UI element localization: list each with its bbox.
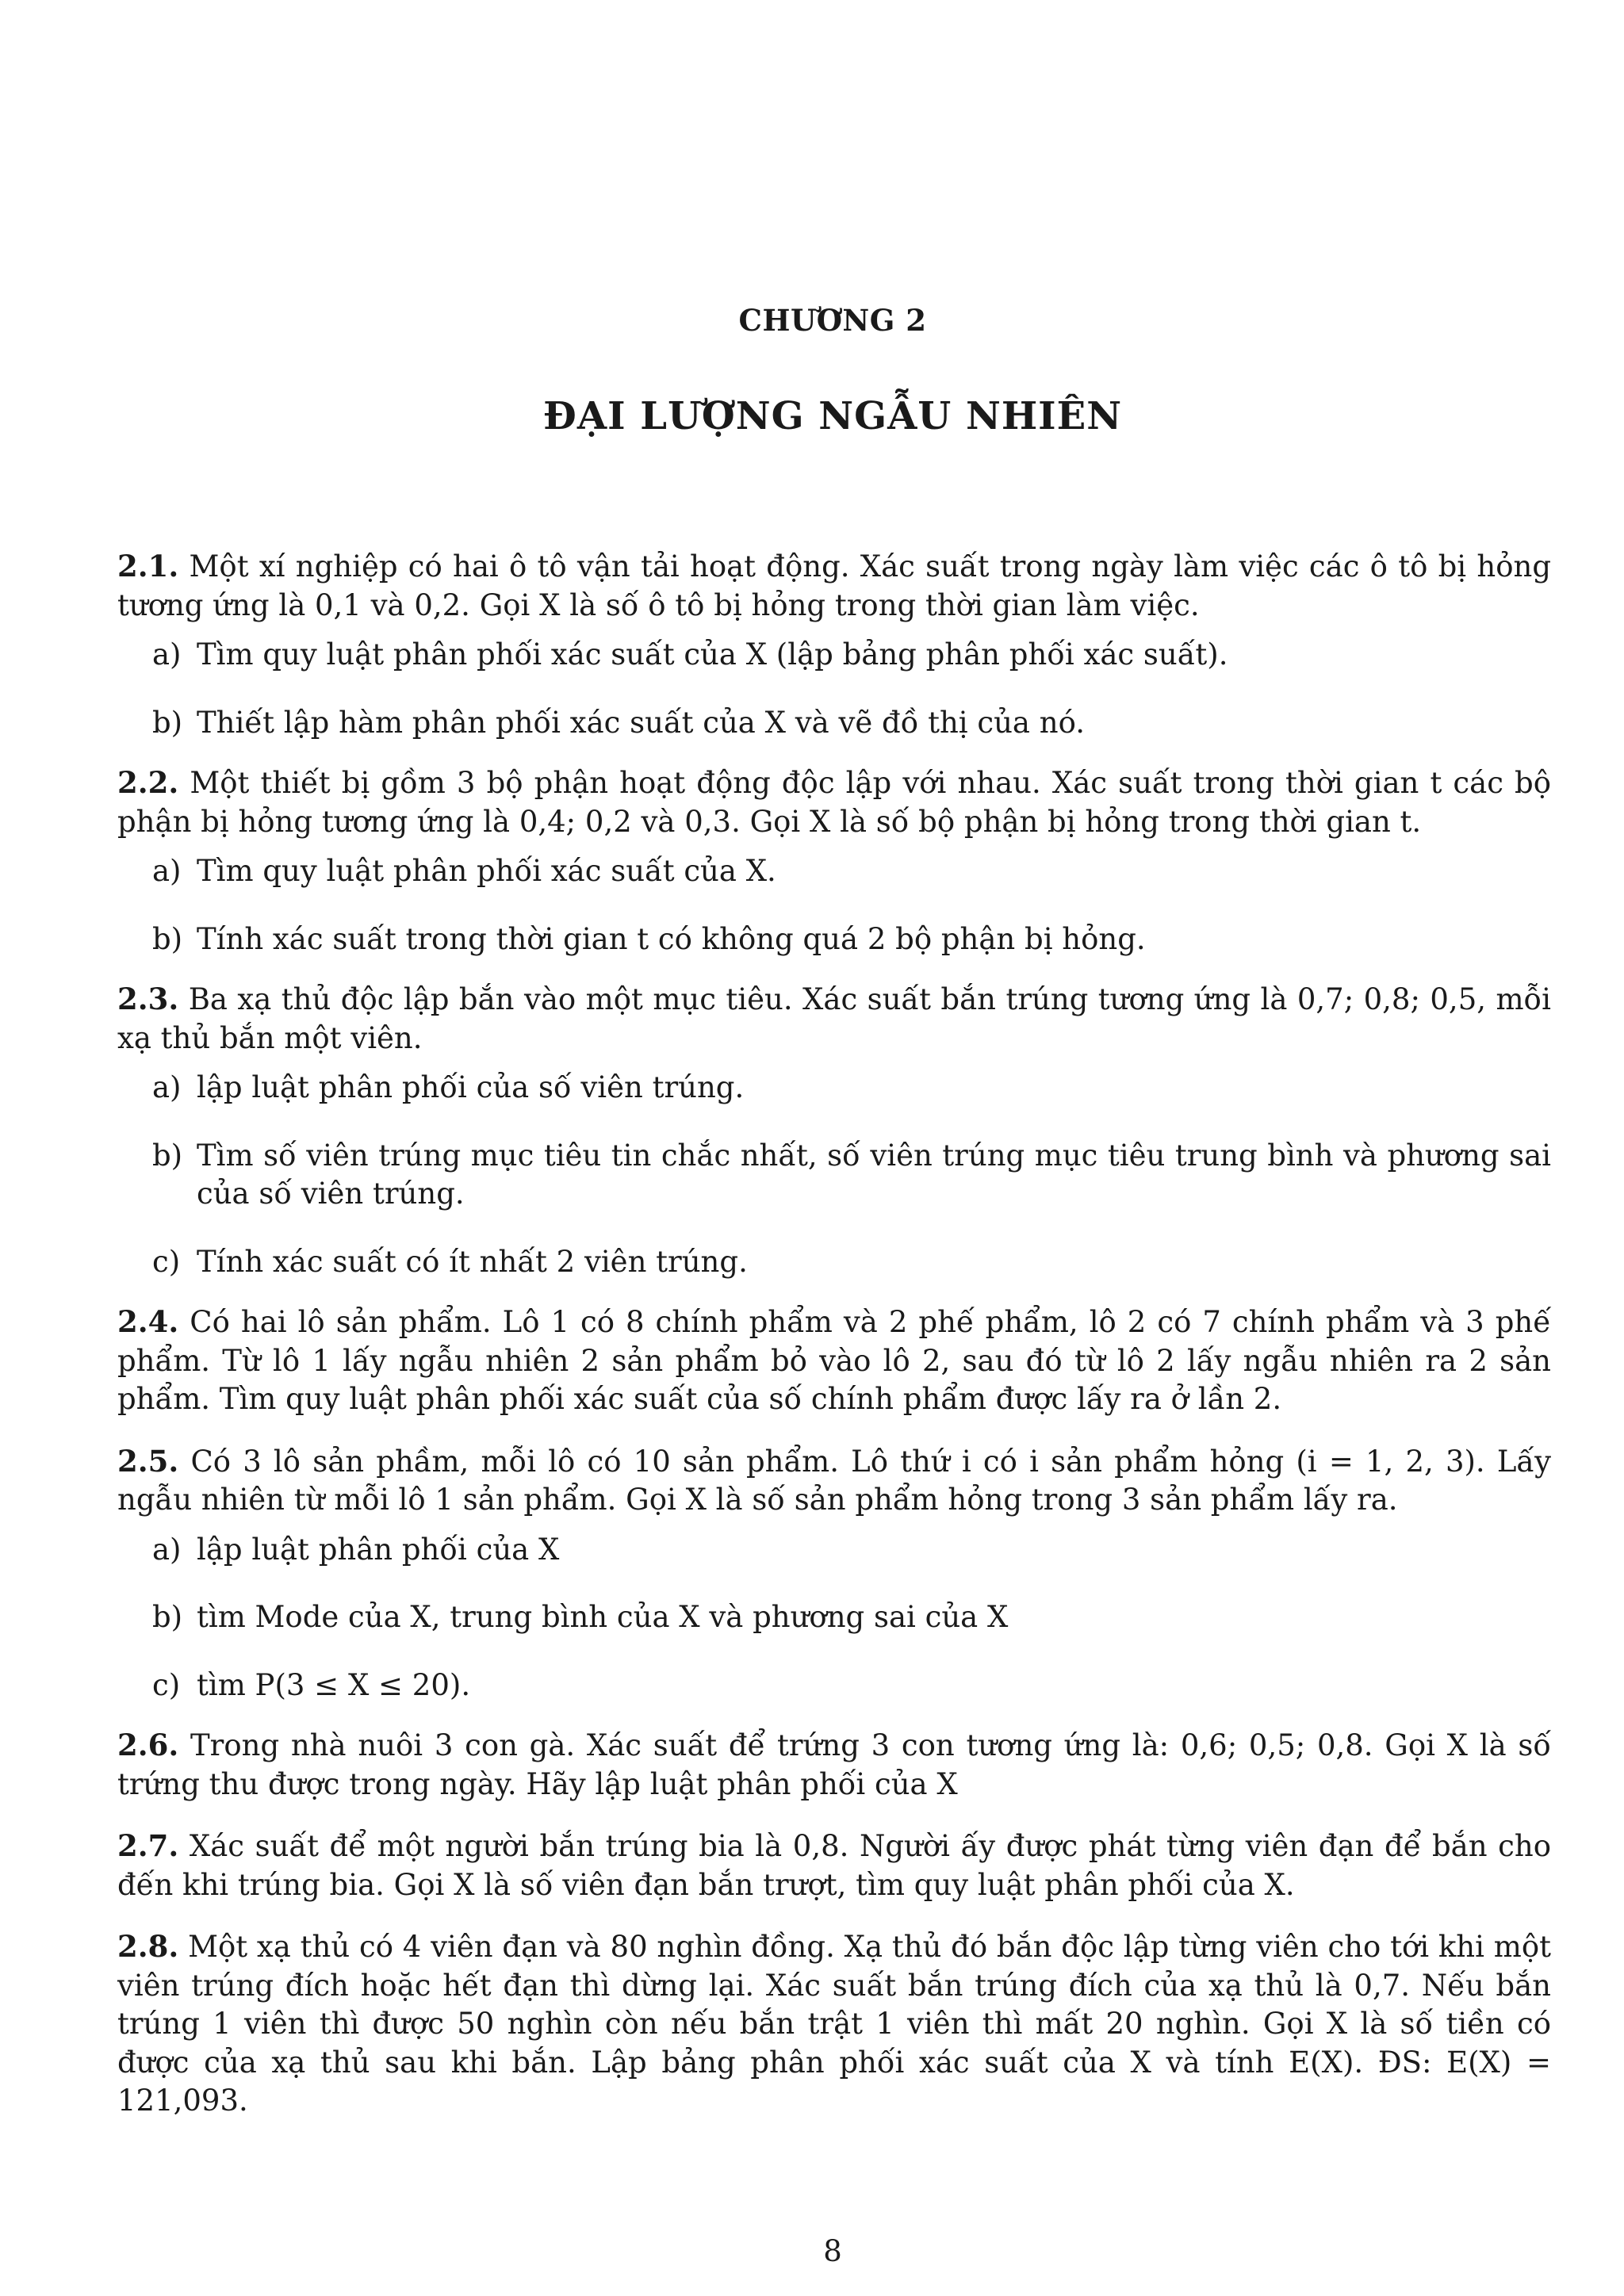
subquestion-text: Tính xác suất có ít nhất 2 viên trúng. bbox=[197, 1244, 748, 1279]
problem-number: 2.5. bbox=[117, 1443, 179, 1479]
subquestion-list bbox=[117, 636, 1551, 742]
chapter-heading: CHƯƠNG 2 bbox=[738, 303, 927, 338]
subquestion bbox=[117, 852, 1551, 891]
subquestion-list bbox=[117, 1531, 1551, 1705]
subquestion-mark: a) bbox=[152, 854, 182, 888]
subquestion bbox=[117, 704, 1551, 743]
subquestion bbox=[117, 1598, 1551, 1637]
problem-2-5 bbox=[117, 1442, 1551, 1520]
problem-text: Trong nhà nuôi 3 con gà. Xác suất để trứng 3 con tương ứng là: 0,6; 0,5; 0,8. Gọi X là số trứng thu được trong ngày. Hãy lập luật phân phối của X bbox=[117, 1728, 1551, 1801]
problem-2-4 bbox=[117, 1303, 1551, 1419]
problem-text: Ba xạ thủ độc lập bắn vào một mục tiêu. Xác suất bắn trúng tương ứng là 0,7; 0,8; 0,5, mỗi xạ thủ bắn một viên. bbox=[117, 982, 1551, 1055]
subquestion bbox=[117, 1667, 1551, 1705]
subquestion-list bbox=[117, 852, 1551, 959]
subquestion bbox=[117, 1069, 1551, 1108]
problem-number: 2.2. bbox=[117, 765, 179, 800]
problem-text: Một xí nghiệp có hai ô tô vận tải hoạt động. Xác suất trong ngày làm việc các ô tô bị hỏng tương ứng là 0,1 và 0,2. Gọi X là số ô tô bị hỏng trong thời gian làm việc. bbox=[117, 549, 1552, 622]
problem-number: 2.8. bbox=[117, 1929, 179, 1964]
subquestion bbox=[117, 636, 1551, 675]
chapter-title: ĐẠI LƯỢNG NGẪU NHIÊN bbox=[542, 394, 1123, 438]
problem-2-8 bbox=[117, 1927, 1551, 2121]
subquestion-text: lập luật phân phối của số viên trúng. bbox=[197, 1070, 745, 1104]
problem-2-7 bbox=[117, 1827, 1551, 1904]
problem-number: 2.4. bbox=[117, 1304, 179, 1339]
subquestion-mark: c) bbox=[152, 1244, 181, 1279]
subquestion-mark: b) bbox=[152, 1138, 183, 1173]
subquestion-text: Tính xác suất trong thời gian t có không quá 2 bộ phận bị hỏng. bbox=[197, 921, 1146, 956]
subquestion-text: Tìm quy luật phân phối xác suất của X (lập bảng phân phối xác suất). bbox=[197, 637, 1228, 672]
subquestion-mark: a) bbox=[152, 637, 182, 672]
problem-2-1 bbox=[117, 547, 1551, 625]
subquestion bbox=[117, 920, 1551, 959]
problem-text: Một thiết bị gồm 3 bộ phận hoạt động độc lập với nhau. Xác suất trong thời gian t các bộ phận bị hỏng tương ứng là 0,4; 0,2 và 0,3. Gọi X là số bộ phận bị hỏng trong thời gian t. bbox=[117, 766, 1551, 839]
problem-number: 2.1. bbox=[117, 549, 179, 584]
problem-text: Xác suất để một người bắn trúng bia là 0,8. Người ấy được phát từng viên đạn để bắn cho đến khi trúng bia. Gọi X là số viên đạn bắn trượt, tìm quy luật phân phối của X. bbox=[117, 1829, 1551, 1902]
subquestion-list bbox=[117, 1069, 1551, 1281]
subquestion-text: tìm Mode của X, trung bình của X và phương sai của X bbox=[197, 1600, 1009, 1634]
subquestion-mark: b) bbox=[152, 921, 183, 956]
subquestion-text: Tìm quy luật phân phối xác suất của X. bbox=[197, 854, 776, 888]
problem-text: Một xạ thủ có 4 viên đạn và 80 nghìn đồng. Xạ thủ đó bắn độc lập từng viên cho tới khi một viên trúng đích hoặc hết đạn thì dừng lại. Xác suất bắn trúng đích của xạ thủ là 0,7. Nếu bắn trúng 1 viên thì được 50 nghìn còn nếu bắn trật 1 viên thì mất 20 nghìn. Gọi X là số tiền có được của xạ thủ sau khi bắn. Lập bảng phân phối xác suất của X và tính E(X). ĐS: E(X) = 121,093. bbox=[117, 1930, 1551, 2118]
subquestion bbox=[117, 1137, 1551, 1214]
problem-2-3 bbox=[117, 980, 1551, 1058]
problem-number: 2.3. bbox=[117, 982, 179, 1016]
problem-number: 2.7. bbox=[117, 1828, 179, 1863]
subquestion-mark: a) bbox=[152, 1532, 182, 1567]
subquestion-text: Tìm số viên trúng mục tiêu tin chắc nhất, số viên trúng mục tiêu trung bình và phương sai của số viên trúng. bbox=[197, 1138, 1551, 1211]
subquestion bbox=[117, 1531, 1551, 1570]
subquestion-mark: c) bbox=[152, 1667, 181, 1702]
subquestion-text: tìm P(3 ≤ X ≤ 20). bbox=[197, 1667, 471, 1702]
page-number: 8 bbox=[823, 2234, 842, 2268]
subquestion-mark: b) bbox=[152, 1600, 183, 1634]
problem-2-6 bbox=[117, 1726, 1551, 1804]
subquestion-mark: b) bbox=[152, 705, 183, 740]
problem-number: 2.6. bbox=[117, 1728, 179, 1762]
subquestion-text: Thiết lập hàm phân phối xác suất của X và vẽ đồ thị của nó. bbox=[197, 705, 1085, 740]
subquestion-text: lập luật phân phối của X bbox=[197, 1532, 560, 1567]
subquestion bbox=[117, 1243, 1551, 1282]
problem-text: Có 3 lô sản phầm, mỗi lô có 10 sản phẩm. Lô thứ i có i sản phẩm hỏng (i = 1, 2, 3). Lấy ngẫu nhiên từ mỗi lô 1 sản phẩm. Gọi X là số sản phẩm hỏng trong 3 sản phẩm lấy ra. bbox=[117, 1444, 1552, 1517]
problem-list bbox=[117, 547, 1551, 2121]
problem-text: Có hai lô sản phẩm. Lô 1 có 8 chính phẩm và 2 phế phẩm, lô 2 có 7 chính phẩm và 3 phế phẩm. Từ lô 1 lấy ngẫu nhiên 2 sản phẩm bỏ vào lô 2, sau đó từ lô 2 lấy ngẫu nhiên ra 2 sản phẩm. Tìm quy luật phân phối xác suất của số chính phẩm được lấy ra ở lần 2. bbox=[117, 1305, 1552, 1416]
subquestion-mark: a) bbox=[152, 1070, 182, 1104]
problem-2-2 bbox=[117, 763, 1551, 841]
